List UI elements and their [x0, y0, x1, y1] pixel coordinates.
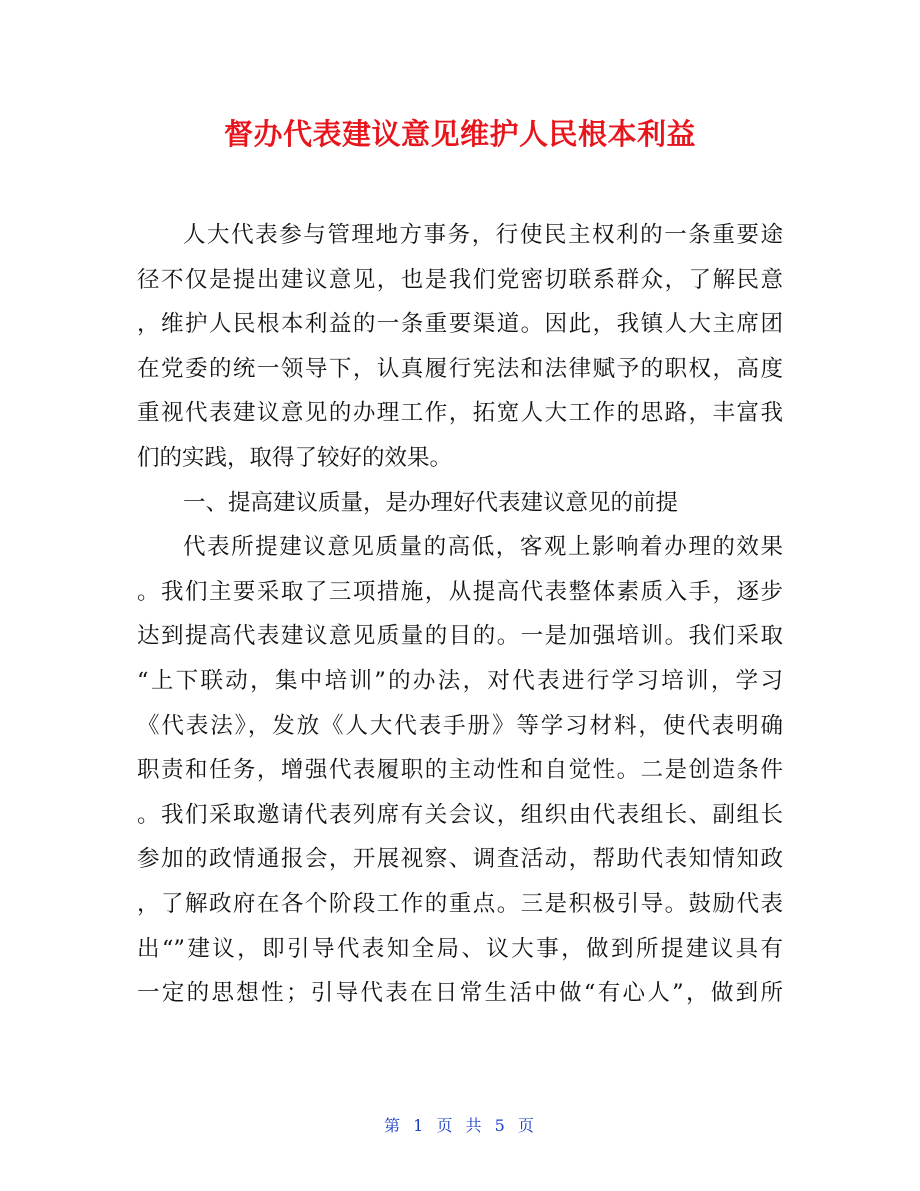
- body-line: 径不仅是提出建议意见，也是我们党密切联系群众，了解民意: [137, 266, 783, 293]
- page-number-footer: 第 1 页 共 5 页: [384, 1116, 536, 1135]
- body-line: 在党委的统一领导下，认真履行宪法和法律赋予的职权，高度: [137, 355, 783, 382]
- body-line: 《代表法》，发放《人大代表手册》等学习材料，使代表明确: [137, 712, 783, 739]
- body-line: ，维护人民根本利益的一条重要渠道。因此，我镇人大主席团: [137, 311, 783, 338]
- body-line: 达到提高代表建议意见质量的目的。一是加强培训。我们采取: [137, 623, 783, 650]
- body-line: 出“”建议，即引导代表知全局、议大事，做到所提建议具有: [137, 935, 783, 962]
- body-line: 们的实践，取得了较好的效果。: [137, 444, 453, 471]
- body-line: 人大代表参与管理地方事务，行使民主权利的一条重要途: [183, 222, 783, 248]
- body-line: 代表所提建议意见质量的高低，客观上影响着办理的效果: [183, 534, 783, 561]
- document-body: [137, 213, 783, 1016]
- body-line: 一定的思想性；引导代表在日常生活中做“有心人”，做到所: [137, 980, 783, 1007]
- body-line: “上下联动，集中培训”的办法，对代表进行学习培训，学习: [137, 667, 783, 694]
- document-title: 督办代表建议意见维护人民根本利益: [223, 117, 696, 151]
- body-line: ，了解政府在各个阶段工作的重点。三是积极引导。鼓励代表: [137, 890, 783, 917]
- body-line: 重视代表建议意见的办理工作，拓宽人大工作的思路，丰富我: [137, 400, 783, 427]
- body-line: 参加的政情通报会，开展视察、调查活动，帮助代表知情知政: [137, 846, 783, 873]
- body-line: 。我们采取邀请代表列席有关会议，组织由代表组长、副组长: [137, 801, 783, 828]
- section-heading: 一、提高建议质量，是办理好代表建议意见的前提: [183, 489, 679, 516]
- body-line: 。我们主要采取了三项措施，从提高代表整体素质入手，逐步: [137, 578, 783, 605]
- body-line: 职责和任务，增强代表履职的主动性和自觉性。二是创造条件: [137, 757, 783, 784]
